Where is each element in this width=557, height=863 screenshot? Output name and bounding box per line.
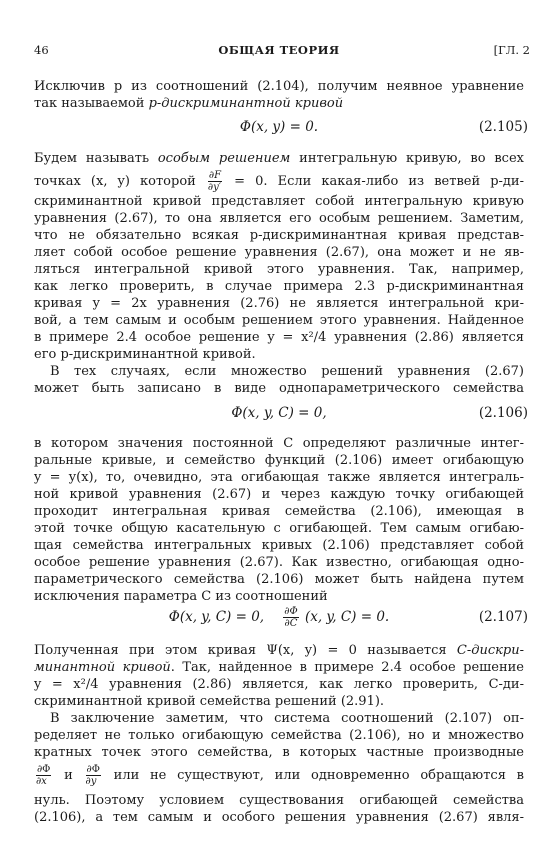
text-span: так называемой [34,96,149,111]
text-line: ляет собой особое решение уравнения (2.67), она может и не яв- [34,245,524,260]
equation-body: Φ(x, y) = 0. [239,119,319,135]
text-line: скриминантной кривой семейства решений (2.91). [34,694,385,709]
text-line: может быть записано в виде однопараметрического семейства [34,381,524,396]
text-span: . Так, найденное в примере 2.4 особое решение [170,660,524,675]
text-span: или не существуют, или одновременно обращаются в [113,768,524,783]
text-line: в примере 2.4 особое решение y = x²/4 уравнения (2.86) является [34,330,524,345]
text-line: ределяет не только огибающую семейства (2.106), но и множество [34,728,524,743]
text-line [34,95,524,112]
fraction-denominator: ∂y′ [207,182,222,193]
fraction-numerator: ∂F [208,170,222,181]
text-span: Полученная при этом кривая Ψ(x, y) = 0 называется [34,643,457,658]
text-line: как легко проверить, в случае примера 2.3 p-дискриминантная [34,279,524,294]
text-line [34,764,524,788]
text-line: в котором значения постоянной C определяют различные интег- [34,436,524,451]
text-line: ляться интегральной кривой этого уравнения. Так, например, [34,262,524,277]
text-line: y = y(x), то, очевидно, эта огибающая также является интеграль- [34,470,524,485]
text-line: нуль. Поэтому условием существования огибающей семейства [34,793,524,808]
text-line: исключения параметра C из соотношений [34,589,328,604]
term-italic: p-дискриминантной кривой [148,96,344,111]
equation-number: (2.106) [478,405,528,421]
equation-body [34,600,524,634]
term-italic: особым решением [157,151,291,166]
text-line: его p-дискриминантной кривой. [34,347,256,362]
text-line: В заключение заметим, что система соотношений (2.107) оп- [50,711,524,726]
text-line: В тех случаях, если множество решений уравнения (2.67) [50,364,524,379]
text-line: скриминантной кривой представляет собой интегральную кривую [34,194,524,209]
term-italic: C-дискри- [456,643,524,658]
equation-number: (2.107) [478,609,528,625]
text-line: Исключив p из соотношений (2.104), получим неявное уравнение [34,79,524,94]
text-line [34,642,524,659]
equation-number: (2.105) [478,119,528,135]
running-title: ОБЩАЯ ТЕОРИЯ [218,43,340,57]
fraction-numerator: ∂Φ [284,606,298,617]
book-page [34,0,530,863]
equation-2-105 [34,116,528,138]
text-line: кривая y = 2x уравнения (2.76) не является интегральной кри- [34,296,524,311]
text-line: щая семейства интегральных кривых (2.106) представляет собой [34,538,524,553]
text-line: кратных точек этого семейства, в которых частные производные [34,745,524,760]
partial-derivative-fraction [283,606,298,629]
partial-derivative-fraction [86,764,101,787]
text-line: особое решение уравнения (2.67). Как известно, огибающая одно- [34,555,524,570]
text-line: вой, а тем самым и особым решением этого уравнения. Найденное [34,313,524,328]
partial-derivative-fraction [36,764,51,787]
text-line: y = x²/4 уравнения (2.86) является, как легко проверить, C-ди- [34,677,524,692]
term-italic: минантной кривой [34,660,171,675]
text-span: = 0. Если какая-либо из ветвей p-ди- [234,174,524,189]
page-number: 46 [34,43,49,57]
equation-body: Φ(x, y, C) = 0, [231,405,327,421]
text-line: ральные кривые, и семейство функций (2.106) имеет огибающую [34,453,524,468]
text-line [34,659,524,676]
text-line [34,170,524,193]
text-line: этой точке общую касательную с огибающей. Тем самым огибаю- [34,521,524,536]
running-header [34,43,530,61]
fraction-denominator: ∂x [36,776,47,787]
partial-derivative-fraction [208,170,222,193]
text-span: интегральную кривую, во всех [290,151,524,166]
equation-part: (x, y, C) = 0. [304,609,390,625]
text-line: уравнения (2.67), то она является его особым решением. Заметим, [34,211,524,226]
equation-2-106 [34,402,528,424]
chapter-marker: [ГЛ. 2 [493,43,530,57]
text-line: (2.106), а тем самым и особого решения уравнения (2.67) явля- [34,810,524,825]
text-line [34,150,524,167]
equation-part: Φ(x, y, C) = 0, [168,609,265,625]
fraction-numerator: ∂Φ [37,764,51,775]
fraction-numerator: ∂Φ [86,764,100,775]
fraction-denominator: ∂C [284,618,298,629]
fraction-denominator: ∂y [85,776,97,787]
equation-2-107 [34,600,528,634]
text-line: параметрического семейства (2.106) может быть найдена путем [34,572,524,587]
text-span: и [64,768,73,783]
text-span: точках (x, y) которой [34,174,196,189]
text-line: что не обязательно всякая p-дискриминантная кривая представ- [34,228,524,243]
text-line: ной кривой уравнения (2.67) и через каждую точку огибающей [34,487,524,502]
text-line: проходит интегральная кривая семейства (2.106), имеющая в [34,504,524,519]
text-span: Будем называть [34,151,158,166]
